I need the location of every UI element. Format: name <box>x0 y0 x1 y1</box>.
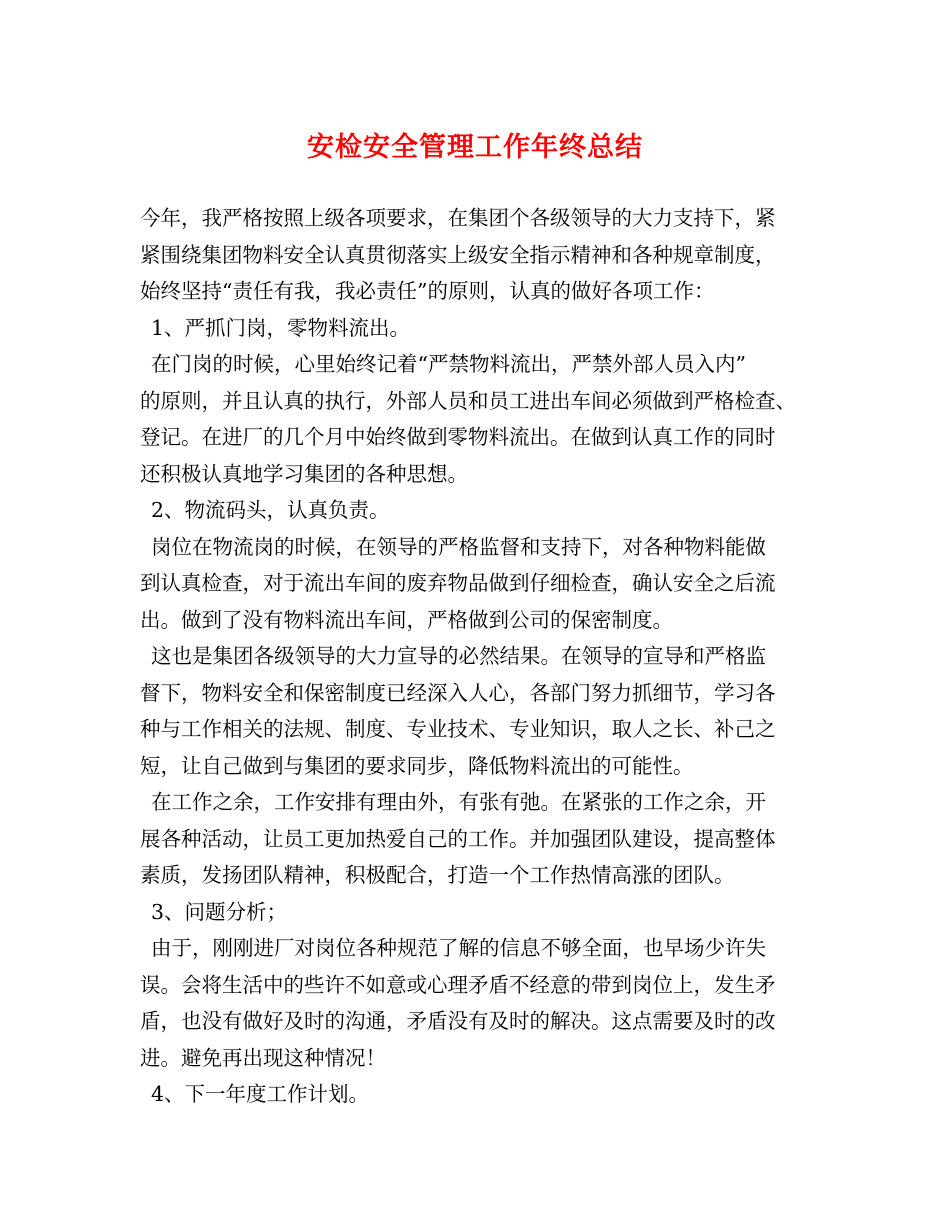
text-line: 展各种活动，让员工更加热爱自己的工作。并加强团队建设，提高整体 <box>140 826 776 851</box>
text-line: 岗位在物流岗的时候，在领导的严格监督和支持下，对各种物料能做 <box>151 534 766 559</box>
text-line: 短，让自己做到与集团的要求同步，降低物料流出的可能性。 <box>140 753 694 778</box>
text-line: 4、下一年度工作计划。 <box>151 1082 370 1106</box>
text-line: 登记。在进厂的几个月中始终做到零物料流出。在做到认真工作的同时 <box>140 425 776 449</box>
text-line: 督下，物料安全和保密制度已经深入人心，各部门努力抓细节，学习各 <box>140 680 776 705</box>
text-line: 素质，发扬团队精神，积极配合，打造一个工作热情高涨的团队。 <box>140 863 735 887</box>
text-line: 这也是集团各级领导的大力宣导的必然结果。在领导的宣导和严格监 <box>151 644 766 668</box>
text-line: 盾，也没有做好及时的沟通，矛盾没有及时的解决。这点需要及时的改 <box>140 1009 776 1033</box>
text-line: 种与工作相关的法规、制度、专业技术、专业知识，取人之长、补己之 <box>140 717 776 741</box>
text-line: 紧围绕集团物料安全认真贯彻落实上级安全指示精神和各种规章制度， <box>140 242 776 267</box>
text-line: 在门岗的时候，心里始终记着“严禁物料流出，严禁外部人员入内” <box>151 352 746 376</box>
text-line: 3、问题分析； <box>151 899 288 924</box>
text-line: 1、严抓门岗，零物料流出。 <box>151 315 411 340</box>
text-line: 误。会将生活中的些许不如意或心理矛盾不经意的带到岗位上，发生矛 <box>140 972 776 997</box>
text-line: 2、物流码头，认真负责。 <box>151 498 390 522</box>
text-line: 到认真检查，对于流出车间的废弃物品做到仔细检查，确认安全之后流 <box>140 571 776 595</box>
text-line: 在工作之余，工作安排有理由外，有张有弛。在紧张的工作之余，开 <box>151 790 766 814</box>
text-line: 进。避免再出现这种情况！ <box>140 1045 386 1070</box>
text-line: 出。做到了没有物料流出车间，严格做到公司的保密制度。 <box>140 607 673 632</box>
document-body <box>140 200 820 1113</box>
text-line: 还积极认真地学习集团的各种思想。 <box>140 461 468 486</box>
text-line: 的原则，并且认真的执行，外部人员和员工进出车间必须做到严格检查、 <box>140 388 796 413</box>
text-line: 始终坚持“责任有我，我必责任”的原则，认真的做好各项工作： <box>140 279 715 303</box>
text-line: 由于，刚刚进厂对岗位各种规范了解的信息不够全面，也早场少许失 <box>151 936 766 960</box>
document-title: 安检安全管理工作年终总结 <box>307 132 643 163</box>
text-line: 今年，我严格按照上级各项要求，在集团个各级领导的大力支持下，紧 <box>140 206 776 230</box>
